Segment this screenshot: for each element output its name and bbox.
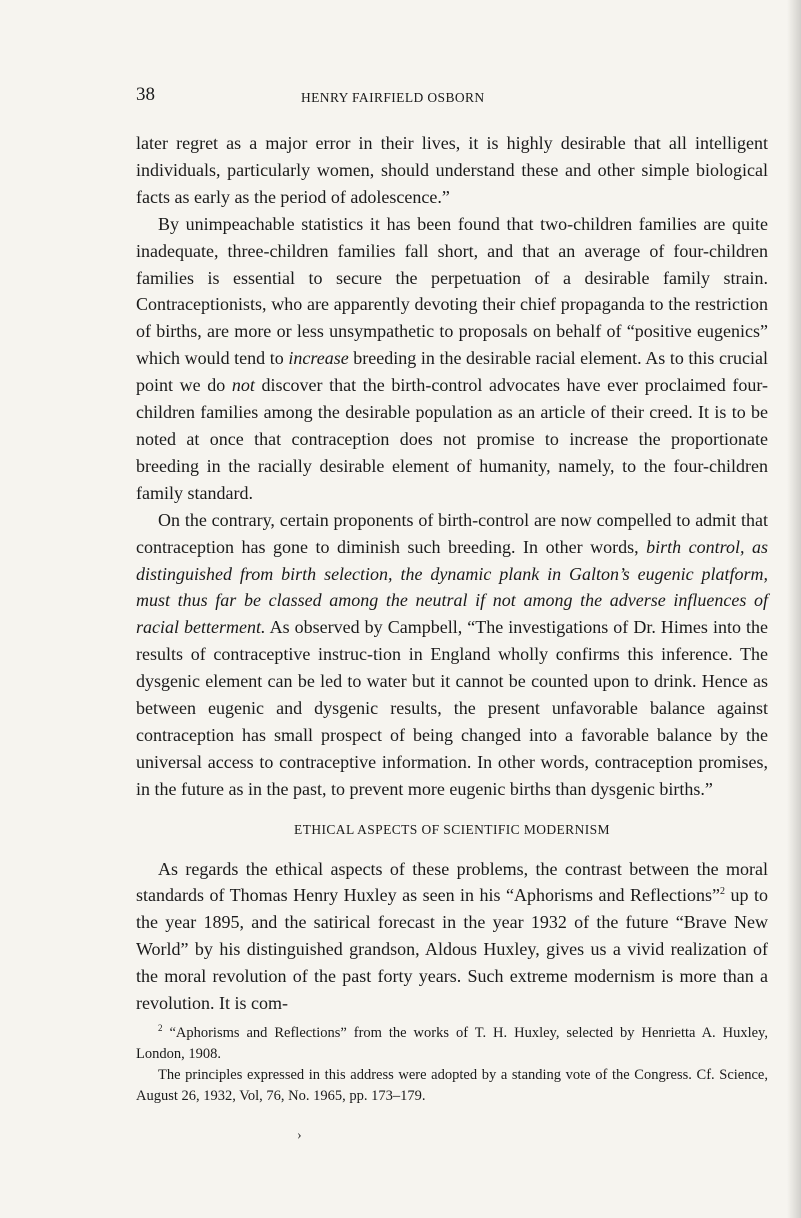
paragraph-2-text-a: By unimpeachable statistics it has been found that two-children families are quite inadequate, three-children families fall short, and that an average of four-children families is essential to secure the perpetuation of a desirable family strain. Contraceptionists, who are apparently devoting their chief propaganda to the restriction of births, are more or less unsympathetic to proposals on behalf of “positive eugenics” which would tend to: [136, 213, 768, 369]
footnote-2-marker: 2: [158, 1023, 163, 1034]
paragraph-1-text: later regret as a major error in their lives, it is highly desirable that all intelligent individuals, particularly women, should understand these and other simple biological facts as early as the period of adolescence.”: [136, 133, 768, 207]
paragraph-2-emphasis-not: not: [231, 375, 255, 396]
paragraph-2-text-c: discover that the birth-control advocates have ever proclaimed four-children families among the desirable population as an article of their creed. It is to be noted at once that contraception does not promise to increase the proportionate breeding in the racially desirable element of humanity, namely, to the four-children family standard.: [136, 375, 769, 503]
stray-print-mark: ›: [297, 1128, 302, 1143]
paragraph-3-text-b: As observed by Campbell, “The investigations of Dr. Himes into the results of contraceptive instruc-tion in England wholly confirms this inference. The dysgenic element can be led to water but it cannot be counted upon to drink. Hence as between eugenic and dysgenic results, the present unfavorable balance against contraception has small prospect of being changed into a favorable balance by the universal access to contraceptive information. In other words, contraception promises, in the future as in the past, to prevent more eugenic births than dysgenic births.”: [136, 617, 768, 799]
paragraph-2-text-b: breeding in the desirable racial element. As to this crucial point we do: [136, 348, 768, 396]
paragraph-2: [136, 211, 768, 507]
page-header: [136, 84, 768, 110]
paragraph-2-emphasis-increase: increase: [288, 348, 349, 369]
page-number: 38: [136, 84, 155, 105]
paragraph-1: [136, 130, 768, 211]
paragraph-3-text-a: On the contrary, certain proponents of birth-control are now compelled to admit that contraception has gone to diminish such breeding. In other words,: [136, 509, 768, 557]
footnote-note: The principles expressed in this address were adopted by a standing vote of the Congress. Cf. Science, August 26, 1932, Vol, 76, No. 1965, pp. 173–179.: [136, 1067, 768, 1104]
footnotes: [136, 1023, 768, 1107]
body-text: [136, 130, 768, 1017]
paragraph-4-text-b: up to the year 1895, and the satirical forecast in the year 1932 of the future “Brave New World” by his distinguished grandson, Aldous Huxley, gives us a vivid realization of the moral revolution of the past forty years. Such extreme modernism is more than a revolution. It is com-: [136, 885, 768, 1014]
paragraph-4-text-a: As regards the ethical aspects of these problems, the contrast between the moral standards of Thomas Henry Huxley as seen in his “Aphorisms and Reflections”: [136, 858, 768, 906]
page-edge-shadow: [787, 0, 801, 1218]
book-page: [136, 84, 768, 1107]
paragraph-3-emphasis: birth control, as distinguished from birth selection, the dynamic plank in Galton’s eugenic platform, must thus far be classed among the neutral if not among the adverse influences of racial betterment.: [136, 536, 768, 638]
paragraph-4: [136, 856, 768, 1017]
running-head: HENRY FAIRFIELD OSBORN: [301, 90, 485, 105]
paragraph-3: [136, 507, 768, 803]
footnote-2-text: “Aphorisms and Reflections” from the works of T. H. Huxley, selected by Henrietta A. Huxley, London, 1908.: [136, 1025, 768, 1062]
footnote-2: [136, 1023, 768, 1065]
footnote-reference-2: 2: [720, 886, 725, 898]
section-heading: ETHICAL ASPECTS OF SCIENTIFIC MODERNISM: [294, 821, 610, 837]
